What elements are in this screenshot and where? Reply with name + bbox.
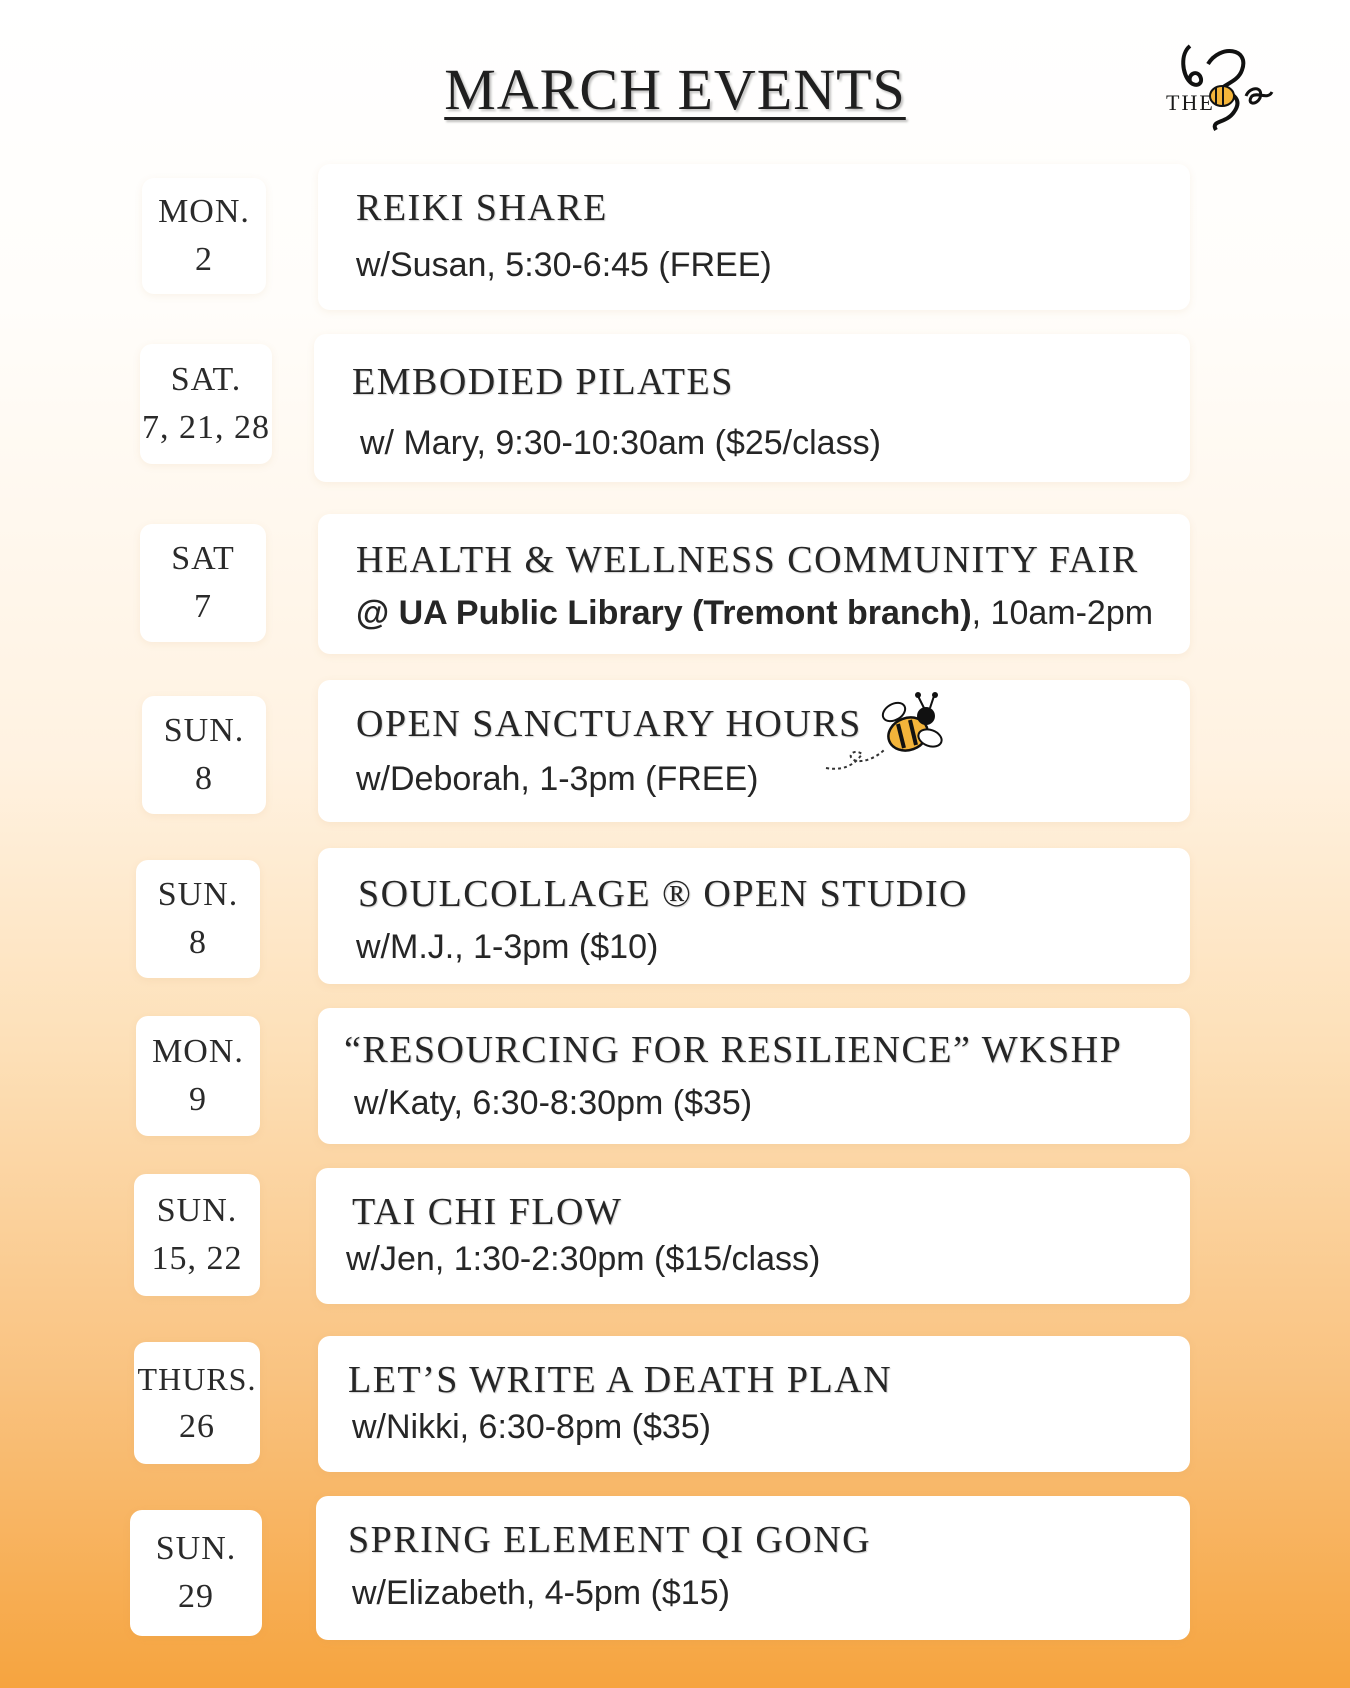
- event-card[interactable]: [316, 1168, 1190, 1304]
- event-detail: w/Deborah, 1-3pm (FREE): [356, 760, 759, 798]
- event-detail: w/Jen, 1:30-2:30pm ($15/class): [346, 1240, 821, 1278]
- event-card[interactable]: [318, 848, 1190, 984]
- event-detail: w/Nikki, 6:30-8pm ($35): [352, 1408, 712, 1446]
- event-title: OPEN SANCTUARY HOURS: [356, 703, 862, 745]
- date-card: [140, 524, 266, 642]
- event-detail: w/Katy, 6:30-8:30pm ($35): [354, 1084, 753, 1122]
- event-time: , 10am-2pm: [971, 594, 1154, 632]
- date-card: [142, 178, 266, 294]
- event-location: @ UA Public Library (Tremont branch): [356, 594, 972, 632]
- event-day: SAT.: [170, 361, 242, 398]
- event-day: SAT: [171, 540, 235, 577]
- event-detail: w/ Mary, 9:30-10:30am ($25/class): [360, 424, 881, 462]
- date-card: [136, 860, 260, 978]
- event-day: SUN.: [155, 1530, 237, 1567]
- event-dates: 15, 22: [151, 1240, 243, 1277]
- event-detail: w/M.J., 1-3pm ($10): [356, 928, 659, 966]
- logo-text: THE: [1166, 90, 1215, 115]
- event-detail: w/Susan, 5:30-6:45 (FREE): [356, 246, 772, 284]
- event-day: THURS.: [137, 1361, 257, 1397]
- event-card[interactable]: [318, 1336, 1190, 1472]
- date-card: [134, 1342, 260, 1464]
- event-title: REIKI SHARE: [356, 187, 608, 229]
- event-card[interactable]: [314, 334, 1190, 482]
- event-day: SUN.: [156, 1192, 238, 1229]
- bee-icon: [818, 690, 948, 800]
- event-title: LET’S WRITE A DEATH PLAN: [348, 1359, 893, 1401]
- event-card[interactable]: [318, 1008, 1190, 1144]
- event-dates: 8: [195, 760, 213, 797]
- date-card: [142, 696, 266, 814]
- date-card: [140, 344, 272, 464]
- date-card: [136, 1016, 260, 1136]
- event-title: SOULCOLLAGE ® OPEN STUDIO: [358, 873, 968, 915]
- event-title: HEALTH & WELLNESS COMMUNITY FAIR: [356, 539, 1139, 581]
- event-day: MON.: [158, 193, 250, 230]
- event-dates: 8: [189, 924, 207, 961]
- page-title: MARCH EVENTS: [444, 57, 906, 122]
- event-dates: 7: [194, 588, 212, 625]
- event-title: SPRING ELEMENT QI GONG: [348, 1519, 872, 1561]
- event-title: TAI CHI FLOW: [352, 1191, 623, 1233]
- event-detail: [356, 594, 1153, 633]
- event-day: SUN.: [157, 876, 239, 913]
- event-card[interactable]: [318, 680, 1190, 822]
- event-dates: 29: [178, 1578, 214, 1615]
- date-card: [134, 1174, 260, 1296]
- event-dates: 26: [179, 1408, 215, 1445]
- event-title: EMBODIED PILATES: [352, 361, 734, 403]
- event-detail: w/Elizabeth, 4-5pm ($15): [352, 1574, 730, 1612]
- event-title: “RESOURCING FOR RESILIENCE” WKSHP: [344, 1029, 1123, 1071]
- event-day: SUN.: [163, 712, 245, 749]
- event-dates: 9: [189, 1081, 207, 1118]
- event-card[interactable]: [316, 1496, 1190, 1640]
- event-dates: 7, 21, 28: [142, 409, 270, 446]
- bee-logo-icon: [1160, 34, 1290, 134]
- the-be-logo: [1160, 34, 1290, 134]
- event-card[interactable]: [318, 164, 1190, 310]
- date-card: [130, 1510, 262, 1636]
- event-day: MON.: [152, 1033, 244, 1070]
- event-dates: 2: [195, 241, 213, 278]
- event-card[interactable]: [318, 514, 1190, 654]
